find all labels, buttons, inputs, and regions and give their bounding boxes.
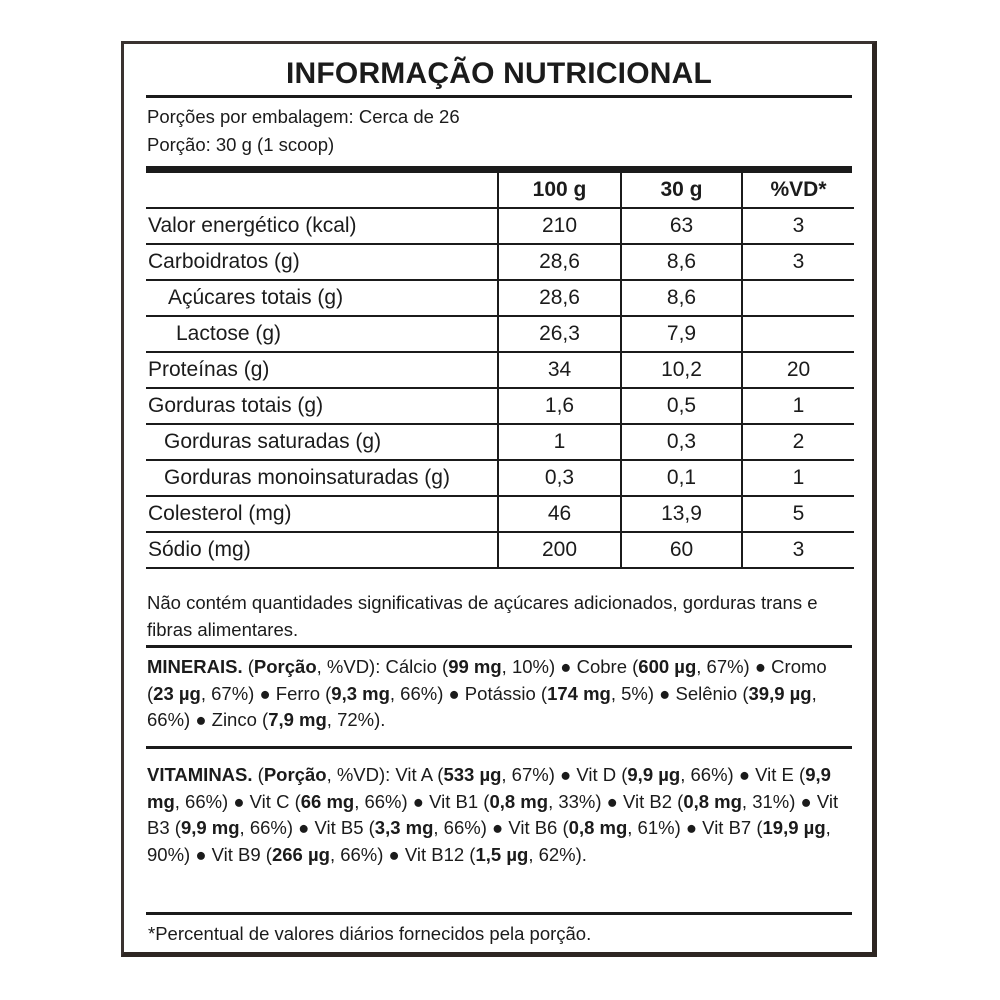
minerals-text <box>147 654 847 734</box>
value-serving: 60 <box>621 532 742 568</box>
value-100g: 28,6 <box>498 244 621 280</box>
header-per-serving: 30 g <box>621 173 742 208</box>
nutrition-facts-panel <box>121 41 877 957</box>
header-per-100g: 100 g <box>498 173 621 208</box>
vitamins-segment: 9,9 µg <box>627 764 681 785</box>
table-row <box>146 352 854 388</box>
nutrient-label: Colesterol (mg) <box>146 496 498 532</box>
minerals-segment: 9,3 mg <box>331 682 390 704</box>
value-serving: 8,6 <box>621 280 742 316</box>
value-serving: 0,3 <box>621 424 742 460</box>
serving-size: Porção: 30 g (1 scoop) <box>147 134 335 155</box>
vitamins-segment: Porção <box>263 764 327 785</box>
vitamins-segment: , 66%) ● Vit B5 ( <box>239 817 375 838</box>
vitamins-segment: VITAMINAS. <box>147 764 258 785</box>
value-daily: 20 <box>742 352 854 388</box>
nutrient-label: Lactose (g) <box>146 316 498 352</box>
thick-divider <box>146 166 852 173</box>
minerals-segment: , 5%) ● Selênio ( <box>610 682 749 704</box>
minerals-segment: 600 µg <box>638 656 697 677</box>
value-100g: 28,6 <box>498 280 621 316</box>
minerals-segment: Porção <box>253 656 317 677</box>
value-daily: 5 <box>742 496 854 532</box>
vitamins-divider <box>146 746 852 749</box>
servings-per-package: Porções por embalagem: Cerca de 26 <box>147 106 460 127</box>
vitamins-segment: 0,8 mg <box>568 817 628 838</box>
value-serving: 0,5 <box>621 388 742 424</box>
table-row <box>146 532 854 568</box>
minerals-segment: , 66%) ● Potássio ( <box>389 682 548 704</box>
minerals-segment: 99 mg <box>448 656 502 677</box>
vitamins-segment: , 66%) ● Vit B6 ( <box>433 817 569 838</box>
table-row <box>146 424 854 460</box>
value-daily: 3 <box>742 244 854 280</box>
minerals-divider <box>146 645 852 648</box>
value-serving: 13,9 <box>621 496 742 532</box>
vitamins-segment: , 61%) ● Vit B7 ( <box>627 817 763 838</box>
vitamins-segment: , 31%) ● Vit B3 ( <box>147 790 839 838</box>
vitamins-segment: 3,3 mg <box>374 817 434 838</box>
value-100g: 46 <box>498 496 621 532</box>
vitamins-segment: , 66%) ● Vit B1 ( <box>354 790 490 812</box>
vitamins-segment: , 33%) ● Vit B2 ( <box>548 790 684 812</box>
minerals-segment: 23 µg <box>153 682 201 704</box>
minerals-segment: 7,9 mg <box>268 709 327 730</box>
nutrient-label: Gorduras totais (g) <box>146 388 498 424</box>
vitamins-segment: 19,9 µg <box>762 817 826 838</box>
minerals-segment: , %VD): Cálcio ( <box>316 656 449 677</box>
nutrient-label: Carboidratos (g) <box>146 244 498 280</box>
value-daily <box>742 316 854 352</box>
value-100g: 1,6 <box>498 388 621 424</box>
table-row <box>146 244 854 280</box>
header-daily-value: %VD* <box>742 173 854 208</box>
table-row <box>146 280 854 316</box>
value-100g: 210 <box>498 208 621 244</box>
table-row <box>146 208 854 244</box>
value-daily: 1 <box>742 388 854 424</box>
value-serving: 10,2 <box>621 352 742 388</box>
vitamins-segment: 0,8 mg <box>489 790 549 812</box>
title-divider <box>146 95 852 98</box>
disclaimer-text: Não contém quantidades significativas de açúcares adicionados, gorduras trans e fibras alimentares. <box>147 592 818 640</box>
nutrient-label: Gorduras saturadas (g) <box>146 424 498 460</box>
value-100g: 34 <box>498 352 621 388</box>
vitamins-segment: , %VD): Vit A ( <box>326 764 444 785</box>
nutrient-label: Valor energético (kcal) <box>146 208 498 244</box>
table-row <box>146 388 854 424</box>
vitamins-segment: , 66%) ● Vit C ( <box>174 790 301 812</box>
value-daily: 3 <box>742 208 854 244</box>
minerals-segment: , 10%) ● Cobre ( <box>501 656 639 677</box>
vitamins-segment: , 66%) ● Vit E ( <box>680 764 806 785</box>
value-daily: 2 <box>742 424 854 460</box>
minerals-segment: 174 mg <box>547 682 611 704</box>
table-header-row <box>146 173 854 208</box>
nutrient-label: Gorduras monoinsaturadas (g) <box>146 460 498 496</box>
table-row <box>146 460 854 496</box>
vitamins-segment: 533 µg <box>443 764 502 785</box>
vitamins-segment: , 62%). <box>528 843 587 865</box>
nutrient-label: Açúcares totais (g) <box>146 280 498 316</box>
minerals-segment: 39,9 µg <box>748 682 812 704</box>
vitamins-segment: 266 µg <box>271 843 330 865</box>
value-serving: 0,1 <box>621 460 742 496</box>
table-row <box>146 316 854 352</box>
vitamins-text <box>147 762 847 868</box>
minerals-segment: , 67%) ● Cromo ( <box>147 656 827 704</box>
minerals-segment: MINERAIS. <box>147 656 248 677</box>
nutrition-table <box>146 173 854 569</box>
table-row <box>146 496 854 532</box>
minerals-segment: , 72%). <box>326 709 386 730</box>
value-100g: 26,3 <box>498 316 621 352</box>
vitamins-segment: 1,5 µg <box>475 843 529 865</box>
nutrient-label: Sódio (mg) <box>146 532 498 568</box>
nutrient-label: Proteínas (g) <box>146 352 498 388</box>
value-daily: 1 <box>742 460 854 496</box>
vitamins-segment: , 90%) ● Vit B9 ( <box>147 817 831 865</box>
value-100g: 200 <box>498 532 621 568</box>
vitamins-segment: 9,9 mg <box>147 764 831 812</box>
minerals-segment: , 67%) ● Ferro ( <box>200 682 332 704</box>
vitamins-segment: ( <box>257 764 264 785</box>
vitamins-segment: , 66%) ● Vit B12 ( <box>329 843 476 865</box>
value-100g: 1 <box>498 424 621 460</box>
value-daily: 3 <box>742 532 854 568</box>
vitamins-segment: , 67%) ● Vit D ( <box>501 764 628 785</box>
header-nutrient <box>146 173 498 208</box>
panel-title: INFORMAÇÃO NUTRICIONAL <box>285 57 713 90</box>
value-100g: 0,3 <box>498 460 621 496</box>
vitamins-segment: 0,8 mg <box>683 790 742 812</box>
value-serving: 7,9 <box>621 316 742 352</box>
minerals-segment: , 66%) ● Zinco ( <box>147 682 817 730</box>
footnote-divider <box>146 912 852 915</box>
value-serving: 8,6 <box>621 244 742 280</box>
minerals-segment: ( <box>247 656 254 677</box>
vitamins-segment: 66 mg <box>300 790 355 812</box>
value-serving: 63 <box>621 208 742 244</box>
value-daily <box>742 280 854 316</box>
vitamins-segment: 9,9 mg <box>180 817 240 838</box>
footnote: *Percentual de valores diários fornecidos pela porção. <box>148 923 592 944</box>
